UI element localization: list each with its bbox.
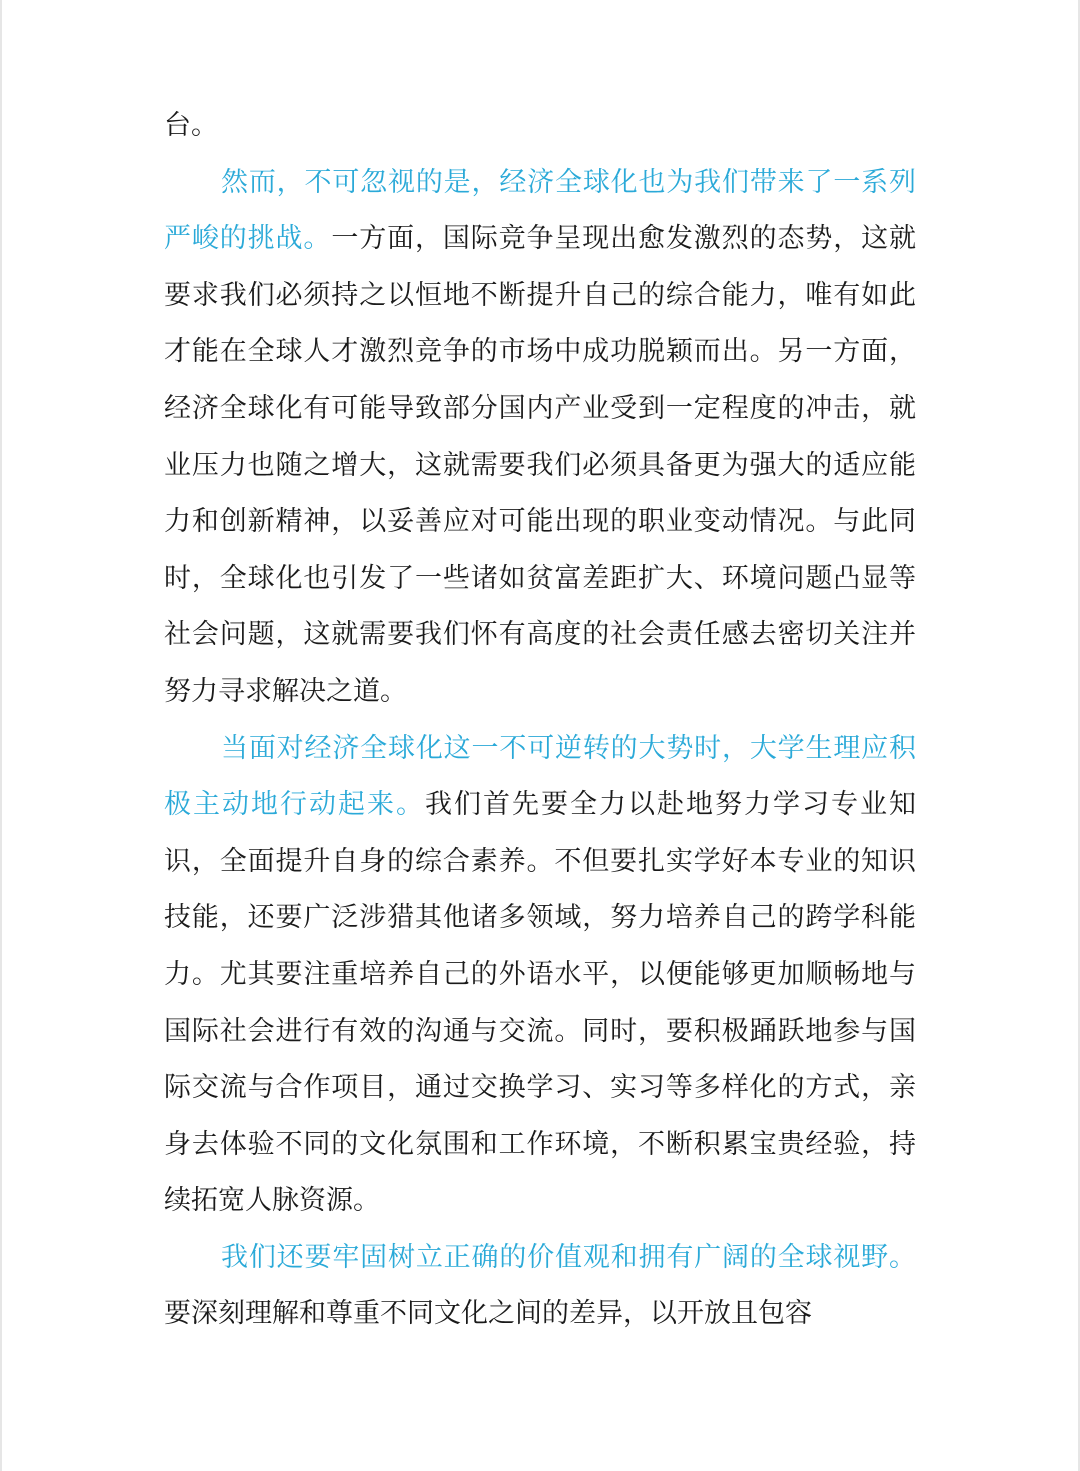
paragraph-topic-sentence: 当面对经济全球化这一不可逆转的大势时，大学生理应积极主动地行动起来。 xyxy=(164,732,916,821)
paragraph-continuation xyxy=(164,98,916,155)
paragraph-text: 一方面，国际竞争呈现出愈发激烈的态势，这就要求我们必须持之以恒地不断提升自己的综合能力，唯有如此才能在全球人才激烈竞争的市场中成功脱颖而出。另一方面，经济全球化有可能导致部分国内产业受到一定程度的冲击，就业压力也随之增大，这就需要我们必须具备更为强大的适应能力和创新精神，以妥善应对可能出现的职业变动情况。与此同时，全球化也引发了一些诸如贫富差距扩大、环境问题凸显等社会问题，这就需要我们怀有高度的社会责任感去密切关注并努力寻求解决之道。 xyxy=(164,223,917,707)
paragraph-topic-sentence: 我们还要牢固树立正确的价值观和拥有广阔的全球视野。 xyxy=(221,1241,916,1273)
paragraph-text: 我们首先要全力以赴地努力学习专业知识，全面提升自身的综合素养。不但要扎实学好本专业的知识技能，还要广泛涉猎其他诸多领域，努力培养自己的跨学科能力。尤其要注重培养自己的外语水平，以便能够更加顺畅地与国际社会进行有效的沟通与交流。同时，要积极踊跃地参与国际交流与合作项目，通过交换学习、实习等多样化的方式，亲身去体验不同的文化氛围和工作环境，不断积累宝贵经验，持续拓宽人脉资源。 xyxy=(164,789,916,1217)
paragraph-actions xyxy=(164,721,916,1230)
paragraph-text: 要深刻理解和尊重不同文化之间的差异，以开放且包容 xyxy=(164,1298,812,1330)
page-left-edge xyxy=(0,0,2,1471)
article-body xyxy=(164,98,916,1343)
paragraph-topic-sentence: 然而，不可忽视的是，经济全球化也为我们带来了一系列严峻的挑战。 xyxy=(164,166,916,255)
paragraph-challenges xyxy=(164,155,916,721)
paragraph-text: 台。 xyxy=(164,110,218,141)
paragraph-values xyxy=(164,1230,916,1343)
